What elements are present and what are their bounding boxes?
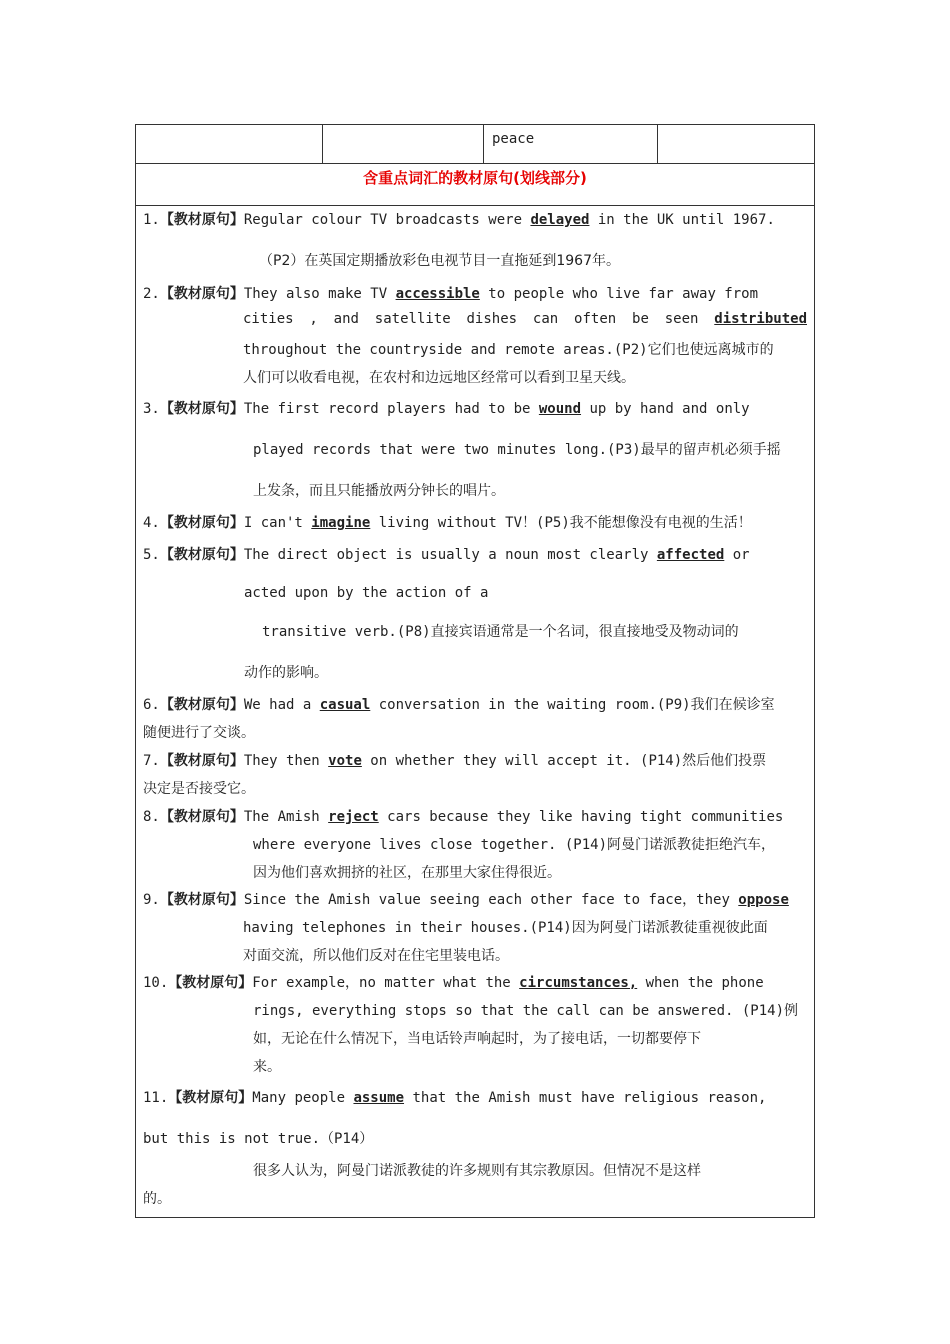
- list-item: 2.【教材原句】They also make TV accessible to people who live far away from: [143, 286, 759, 302]
- list-item: 11.【教材原句】Many people assume that the Amish must have religious reason,: [143, 1090, 767, 1106]
- translation: 随便进行了交谈。: [143, 725, 255, 741]
- list-item: 8.【教材原句】The Amish reject cars because they like having tight communities: [143, 809, 784, 825]
- section-header: 含重点词汇的教材原句(划线部分): [136, 163, 814, 206]
- keyword: affected: [656, 547, 725, 563]
- translation: 上发条，而且只能播放两分钟长的唱片。: [253, 483, 505, 499]
- translation: 很多人认为，阿曼门诺派教徒的许多规则有其宗教原因。但情况不是这样: [253, 1163, 701, 1179]
- keyword: imagine: [311, 515, 371, 531]
- list-item: 4.【教材原句】I can't imagine living without TV！(P5)我不能想像没有电视的生活！: [143, 515, 752, 531]
- keyword: accessible: [395, 286, 480, 302]
- translation: 如，无论在什么情况下，当电话铃声响起时，为了接电话，一切都要停下: [253, 1031, 701, 1047]
- keyword: oppose: [738, 892, 789, 908]
- sentence-line: having telephones in their houses.(P14)因为阿曼门诺派教徒重视彼此面: [243, 920, 768, 936]
- sentence-line: transitive verb.(P8)直接宾语通常是一个名词，很直接地受及物动词的: [262, 624, 739, 640]
- list-item: 6.【教材原句】We had a casual conversation in the waiting room.(P9)我们在候诊室: [143, 697, 775, 713]
- keyword: casual: [319, 697, 371, 713]
- list-item: 3.【教材原句】The first record players had to be wound up by hand and only: [143, 401, 750, 417]
- sentence-line: throughout the countryside and remote areas.(P2)它们也使远离城市的: [243, 342, 774, 358]
- keyword: delayed: [530, 212, 590, 228]
- keyword: reject: [328, 809, 379, 825]
- cell-text-peace: peace: [492, 131, 535, 147]
- translation: 来。: [253, 1059, 281, 1075]
- translation: 决定是否接受它。: [143, 781, 255, 797]
- list-item: 5.【教材原句】The direct object is usually a noun most clearly affected or: [143, 547, 750, 563]
- keyword: assume: [353, 1090, 405, 1106]
- translation: 的。: [143, 1191, 171, 1207]
- list-item: 7.【教材原句】They then vote on whether they will accept it. (P14)然后他们投票: [143, 753, 767, 769]
- translation: 对面交流，所以他们反对在住宅里装电话。: [243, 948, 509, 964]
- list-item: 9.【教材原句】Since the Amish value seeing each other face to face，they oppose: [143, 892, 789, 908]
- table-cell: [322, 125, 484, 163]
- keyword: wound: [538, 401, 582, 417]
- sentence-line: cities , and satellite dishes can often be seen distributed: [243, 311, 807, 327]
- translation: 动作的影响。: [244, 665, 328, 681]
- translation: 人们可以收看电视，在农村和边远地区经常可以看到卫星天线。: [243, 370, 635, 386]
- translation: 因为他们喜欢拥挤的社区，在那里大家住得很近。: [253, 865, 561, 881]
- keyword: vote: [328, 753, 362, 769]
- list-item: 10.【教材原句】For example，no matter what the circumstances, when the phone: [143, 975, 764, 991]
- sentence-line: acted upon by the action of a: [244, 585, 489, 601]
- sentence-line: rings, everything stops so that the call can be answered. (P14)例: [253, 1003, 799, 1019]
- table-cell: [136, 125, 323, 163]
- document-table: [135, 124, 815, 1218]
- translation: （P2）在英国定期播放彩色电视节目一直拖延到1967年。: [259, 253, 620, 269]
- sentence-line: but this is not true.（P14）: [143, 1131, 374, 1147]
- list-item: 1.【教材原句】Regular colour TV broadcasts were delayed in the UK until 1967.: [143, 212, 775, 228]
- keyword: circumstances,: [519, 975, 638, 991]
- sentence-line: where everyone lives close together. (P14)阿曼门诺派教徒拒绝汽车，: [253, 837, 776, 853]
- table-row: [136, 125, 814, 164]
- sentence-line: played records that were two minutes long.(P3)最早的留声机必须手摇: [253, 442, 781, 458]
- keyword: distributed: [714, 311, 807, 327]
